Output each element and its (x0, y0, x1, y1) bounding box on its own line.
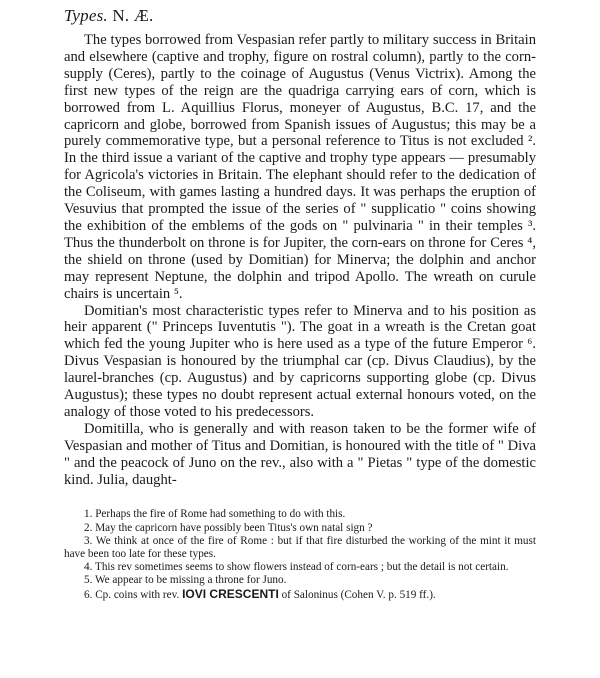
footnote-6-suffix: of Saloninus (Cohen V. p. 519 ff.). (281, 588, 436, 601)
footnote-2: 2. May the capricorn have possibly been Titus's own natal sign ? (84, 521, 373, 534)
footnotes (64, 508, 536, 601)
footnote-4: 4. This rev sometimes seems to show flowers instead of corn-ears ; but the detail is not certain. (84, 561, 509, 574)
footnote-3: 3. We think at once of the fire of Rome : but if that fire disturbed the working of the mint it must have been too late for these types. (64, 534, 536, 561)
heading-title: Types. (64, 6, 108, 25)
section-heading (64, 6, 536, 26)
footnote-6 (64, 588, 536, 602)
heading-metals: N. Æ. (112, 6, 154, 25)
footnote-5: 5. We appear to be missing a throne for Juno. (84, 574, 287, 587)
paragraph-domitian-types: Domitian's most characteristic types refer to Minerva and to his position as heir apparent (" Princeps Iuventutis "). The goat in a wreath is the Cretan goat which fed the young Jupiter who is here used as a type of the future Emperor ⁶. Divus Vespasian is honoured by the triumphal car (cp. Divus Claudius), by the laurel-branches (cp. Augustus) and by capricorns supporting globe (cp. Divus Augustus); these types no doubt represent actual external honours voted, on the analogy of those voted to his predecessors. (64, 302, 536, 420)
paragraph-domitilla: Domitilla, who is generally and with reason taken to be the former wife of Vespasian and mother of Titus and Domitian, is honoured with the title of " Diva " and the peacock of Juno on the rev., also with a " Pietas " type of the domestic kind. Julia, daught- (64, 420, 536, 488)
footnote-1: 1. Perhaps the fire of Rome had something to do with this. (84, 508, 346, 521)
body-text (64, 32, 536, 488)
footnote-6-legend: IOVI CRESCENTI (182, 586, 279, 601)
paragraph-vespasian-types: The types borrowed from Vespasian refer partly to military success in Britain and elsewhere (captive and trophy, figure on rostral column), partly to the corn-supply (Ceres), partly to the coinage of Augustus (Venus Victrix). Among the first new types of the reign are the quadriga carrying ears of corn, which is borrowed from L. Aquillius Florus, moneyer of Augustus, B.C. 17, and the capricorn and globe, borrowed from Spanish issues of Augustus; this may be a purely commemorative type, but a personal reference to Titus is not excluded ². In the third issue a variant of the captive and trophy type appears — presumably for Agricola's victories in Britain. The elephant should refer to the dedication of the Coliseum, with games lasting a hundred days. It was perhaps the eruption of Vesuvius that prompted the issue of the series of " supplicatio " coins showing the exhibition of the emblems of the gods on " pulvinaria " in their temples ³. Thus the thunderbolt on throne is for Jupiter, the corn-ears on throne for Ceres ⁴, the shield on throne (used by Domitian) for Minerva; the dolphin and anchor may represent Neptune, the dolphin and tripod Apollo. The wreath on curule chairs is uncertain ⁵. (64, 32, 536, 302)
footnote-6-prefix: 6. Cp. coins with rev. (84, 588, 180, 601)
